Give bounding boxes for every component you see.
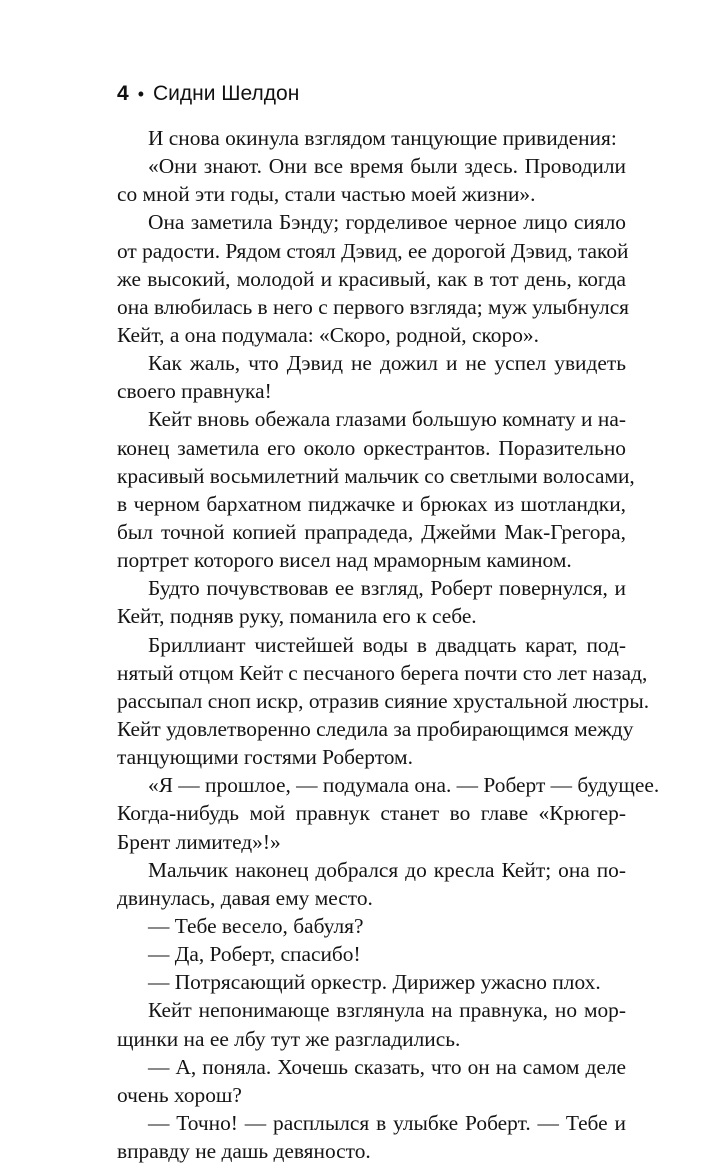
text-line: двинулась, давая ему место.	[117, 885, 373, 910]
author-name: Сидни Шелдон	[153, 82, 300, 105]
body-text	[117, 124, 660, 1165]
text-line: Кейт непонимающе взглянула на правнука, но мор-	[148, 998, 626, 1023]
text-line: — Точно! — расплылся в улыбке Роберт. — Тебе и	[148, 1110, 626, 1135]
text-line: рассыпал сноп искр, отразив сияние хрустальной люстры.	[117, 688, 650, 713]
text-line: — Да, Роберт, спасибо!	[148, 942, 361, 967]
running-head	[117, 82, 299, 106]
text-line: — Тебе весело, бабуля?	[148, 913, 364, 938]
page-number: 4	[117, 82, 129, 105]
text-line: нятый отцом Кейт с песчаного берега почти сто лет назад,	[117, 660, 648, 685]
text-line: «Они знают. Они все время были здесь. Проводили	[148, 154, 626, 179]
text-line: портрет которого висел над мраморным камином.	[117, 548, 572, 573]
text-line: И снова окинула взглядом танцующие привидения:	[148, 126, 617, 150]
text-line: был точной копией прапрадеда, Джейми Мак-Грегора,	[117, 519, 626, 544]
text-line: конец заметила его около оркестрантов. Поразительно	[117, 435, 626, 460]
text-line: Брент лимитед»!»	[117, 829, 281, 854]
text-line: Кейт удовлетворенно следила за пробирающимся между	[117, 716, 634, 741]
text-line: очень хорош?	[117, 1082, 242, 1107]
text-line: танцующими гостями Робертом.	[117, 745, 413, 770]
text-line: красивый восьмилетний мальчик со светлыми волосами,	[117, 463, 635, 488]
text-line: Кейт, а она подумала: «Скоро, родной, скоро».	[117, 322, 539, 347]
text-line: щинки на ее лбу тут же разгладились.	[117, 1026, 461, 1051]
text-line: Кейт, подняв руку, поманила его к себе.	[117, 604, 477, 629]
text-line: Кейт вновь обежала глазами большую комнату и на-	[148, 407, 626, 432]
text-line: со мной эти годы, стали частью моей жизни».	[117, 182, 536, 207]
text-line: она влюбилась в него с первого взгляда; муж улыбнулся	[117, 294, 630, 319]
text-line: вправду не дашь девяносто.	[117, 1139, 371, 1164]
text-line: от радости. Рядом стоял Дэвид, ее дорогой Дэвид, такой	[117, 238, 629, 263]
separator-bullet: •	[137, 84, 144, 104]
text-line: в черном бархатном пиджачке и брюках из шотландки,	[117, 491, 626, 516]
text-line: же высокий, молодой и красивый, как в тот день, когда	[117, 266, 626, 291]
text-line: своего правнука!	[117, 379, 272, 404]
text-line: Мальчик наконец добрался до кресла Кейт; она по-	[148, 857, 626, 882]
text-line: Будто почувствовав ее взгляд, Роберт повернулся, и	[148, 576, 626, 601]
text-line: «Я — прошлое, — подумала она. — Роберт — будущее.	[148, 773, 660, 798]
text-line: — А, поняла. Хочешь сказать, что он на самом деле	[148, 1054, 626, 1079]
text-line: Как жаль, что Дэвид не дожил и не успел увидеть	[148, 351, 626, 376]
text-line: Она заметила Бэнду; горделивое черное лицо сияло	[148, 210, 626, 235]
text-line: Бриллиант чистейшей воды в двадцать карат, под-	[148, 632, 626, 657]
text-line: Когда-нибудь мой правнук станет во главе «Крюгер-	[117, 801, 626, 826]
text-line: — Потрясающий оркестр. Дирижер ужасно плох.	[148, 970, 601, 995]
